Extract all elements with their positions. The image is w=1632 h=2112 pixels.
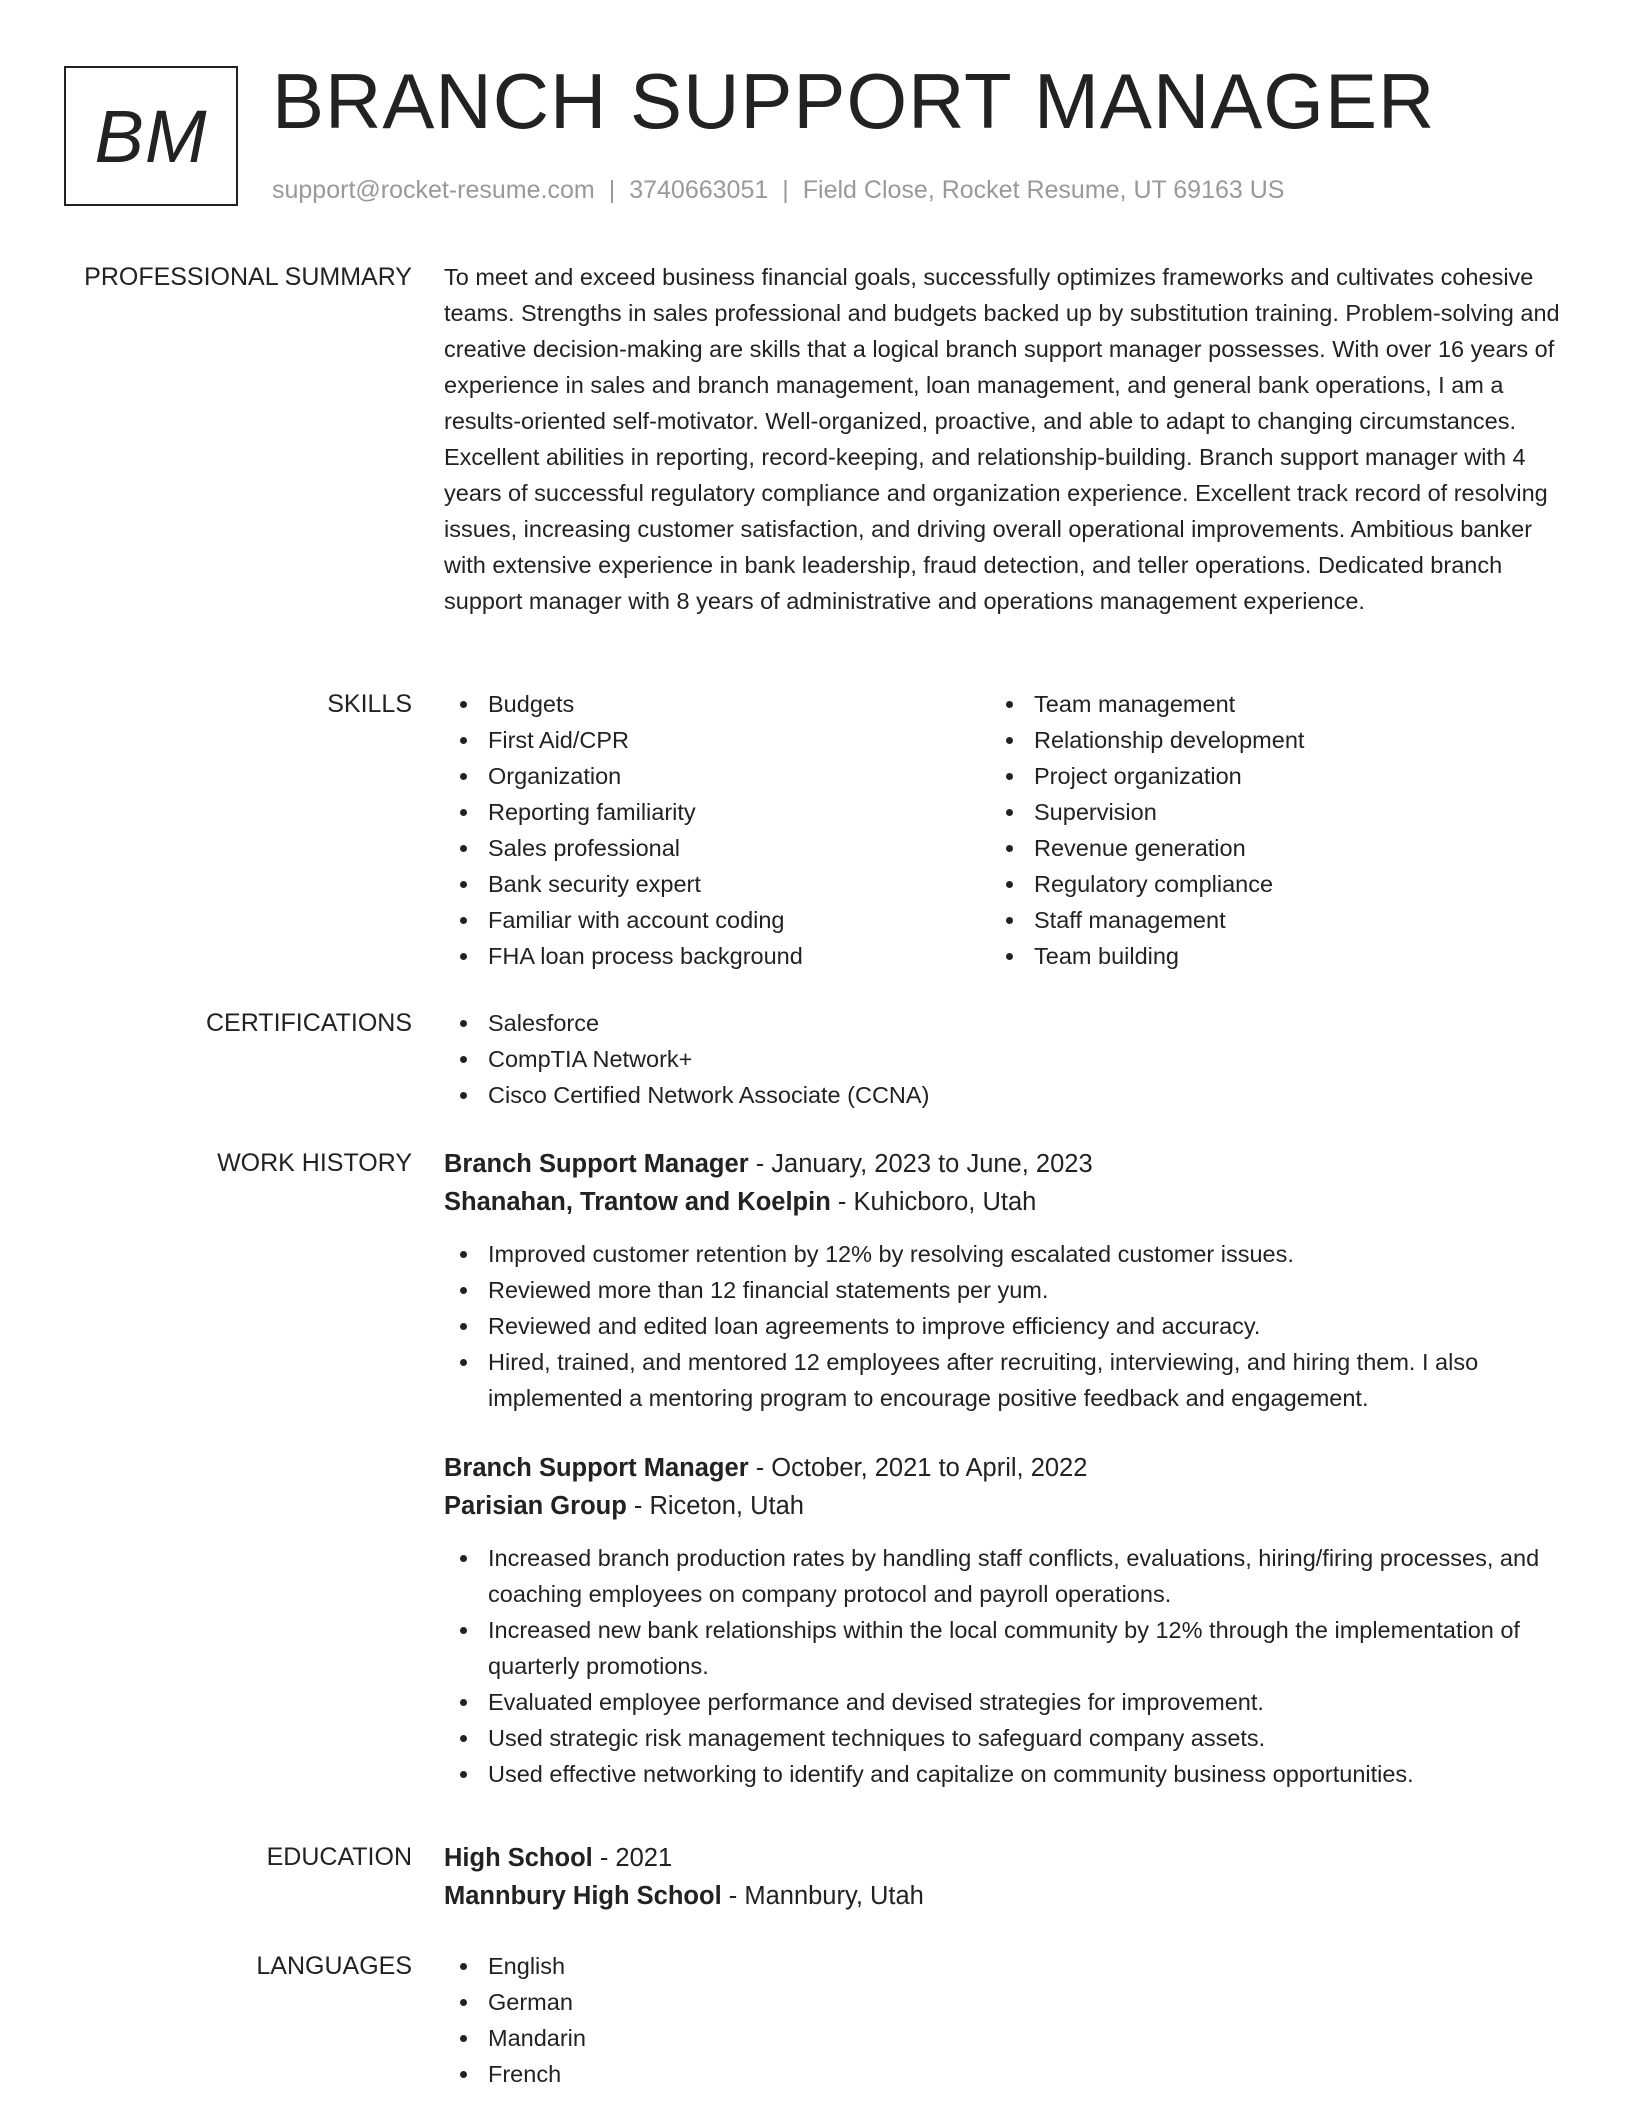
list-item: Salesforce <box>444 1005 1560 1041</box>
list-item: Used strategic risk management techniques to safeguard company assets. <box>444 1720 1560 1756</box>
list-item: English <box>444 1948 1560 1984</box>
resume-title: BRANCH SUPPORT MANAGER <box>272 57 1436 145</box>
section-label: CERTIFICATIONS <box>205 1009 412 1037</box>
school: Mannbury High School <box>444 1882 722 1910</box>
list-item: Supervision <box>990 794 1536 830</box>
list-item: Increased branch production rates by handling staff conflicts, evaluations, hiring/firing processes, and coaching employees on company protocol and payroll operations. <box>444 1540 1560 1612</box>
list-item: Team management <box>990 686 1536 722</box>
skills-content <box>444 686 1560 974</box>
section-label: PROFESSIONAL SUMMARY <box>84 263 412 291</box>
list-item: Reporting familiarity <box>444 794 990 830</box>
school-location: - Mannbury, Utah <box>721 1882 924 1910</box>
list-item: Reviewed more than 12 financial statements per yum. <box>444 1272 1560 1308</box>
degree-line <box>444 1839 1560 1877</box>
job-entry <box>444 1449 1560 1792</box>
address: Field Close, Rocket Resume, UT 69163 US <box>802 176 1285 204</box>
job-title-line <box>444 1449 1560 1487</box>
list-item: Budgets <box>444 686 990 722</box>
job-company-line <box>444 1183 1560 1221</box>
list-item: Project organization <box>990 758 1536 794</box>
list-item: Familiar with account coding <box>444 902 990 938</box>
section-label: LANGUAGES <box>256 1952 412 1980</box>
section-label: WORK HISTORY <box>217 1149 412 1177</box>
list-item: CompTIA Network+ <box>444 1041 1560 1077</box>
job-title: Branch Support Manager <box>444 1454 749 1482</box>
job-company-line <box>444 1487 1560 1525</box>
list-item: Improved customer retention by 12% by resolving escalated customer issues. <box>444 1236 1560 1272</box>
list-item: Relationship development <box>990 722 1536 758</box>
certifications-list <box>444 1005 1560 1113</box>
job-location: - Kuhicboro, Utah <box>830 1188 1037 1216</box>
job-company: Parisian Group <box>444 1492 627 1520</box>
section-label: EDUCATION <box>266 1843 412 1871</box>
list-item: Regulatory compliance <box>990 866 1536 902</box>
job-title-line <box>444 1145 1560 1183</box>
phone[interactable]: 3740663051 <box>629 176 769 204</box>
certifications-content <box>444 1005 1560 1113</box>
list-item: Staff management <box>990 902 1536 938</box>
job-bullets <box>444 1236 1560 1416</box>
summary-text: To meet and exceed business financial goals, successfully optimizes frameworks and cultivates cohesive teams. Strengths in sales professional and budgets backed up by substitution training. Problem-solving and creative decision-making are skills that a logical branch support manager possesses. With over 16 years of experience in sales and branch management, loan management, and general bank operations, I am a results-oriented self-motivator. Well-organized, proactive, and able to adapt to changing circumstances. Excellent abilities in reporting, record-keeping, and relationship-building. Branch support manager with 4 years of successful regulatory compliance and organization experience. Excellent track record of resolving issues, increasing customer satisfaction, and driving overall operational improvements. Ambitious banker with extensive experience in bank leadership, fraud detection, and teller operations. Dedicated branch support manager with 8 years of administrative and operations management experience. <box>444 264 1560 614</box>
section-label: SKILLS <box>327 690 412 718</box>
education-entry <box>444 1839 1560 1915</box>
job-dates: - October, 2021 to April, 2022 <box>748 1454 1088 1482</box>
list-item: Evaluated employee performance and devised strategies for improvement. <box>444 1684 1560 1720</box>
languages-content <box>444 1948 1560 2092</box>
list-item: German <box>444 1984 1560 2020</box>
job-location: - Riceton, Utah <box>626 1492 804 1520</box>
job-title: Branch Support Manager <box>444 1150 749 1178</box>
list-item: Mandarin <box>444 2020 1560 2056</box>
list-item: Reviewed and edited loan agreements to improve efficiency and accuracy. <box>444 1308 1560 1344</box>
school-line <box>444 1877 1560 1915</box>
contact-line <box>272 172 1284 208</box>
email[interactable]: support@rocket-resume.com <box>272 176 595 204</box>
job-dates: - January, 2023 to June, 2023 <box>748 1150 1093 1178</box>
list-item: Revenue generation <box>990 830 1536 866</box>
job-bullets <box>444 1540 1560 1792</box>
list-item: Team building <box>990 938 1536 974</box>
job-entry <box>444 1145 1560 1416</box>
list-item: Sales professional <box>444 830 990 866</box>
list-item: Increased new bank relationships within the local community by 12% through the implementation of quarterly promotions. <box>444 1612 1560 1684</box>
skills-list-left <box>444 686 990 974</box>
list-item: Hired, trained, and mentored 12 employees after recruiting, interviewing, and hiring them. I also implemented a mentoring program to encourage positive feedback and engagement. <box>444 1344 1560 1416</box>
list-item: Organization <box>444 758 990 794</box>
list-item: French <box>444 2056 1560 2092</box>
list-item: Cisco Certified Network Associate (CCNA) <box>444 1077 1560 1113</box>
languages-list <box>444 1948 1560 2092</box>
skills-list-right <box>990 686 1536 974</box>
list-item: Used effective networking to identify and capitalize on community business opportunities. <box>444 1756 1560 1792</box>
separator: | <box>608 176 616 204</box>
job-company: Shanahan, Trantow and Koelpin <box>444 1188 831 1216</box>
list-item: First Aid/CPR <box>444 722 990 758</box>
monogram: BM <box>64 66 238 206</box>
separator: | <box>782 176 789 204</box>
degree: High School <box>444 1844 593 1872</box>
list-item: FHA loan process background <box>444 938 990 974</box>
graduation-year: - 2021 <box>592 1844 673 1872</box>
list-item: Bank security expert <box>444 866 990 902</box>
